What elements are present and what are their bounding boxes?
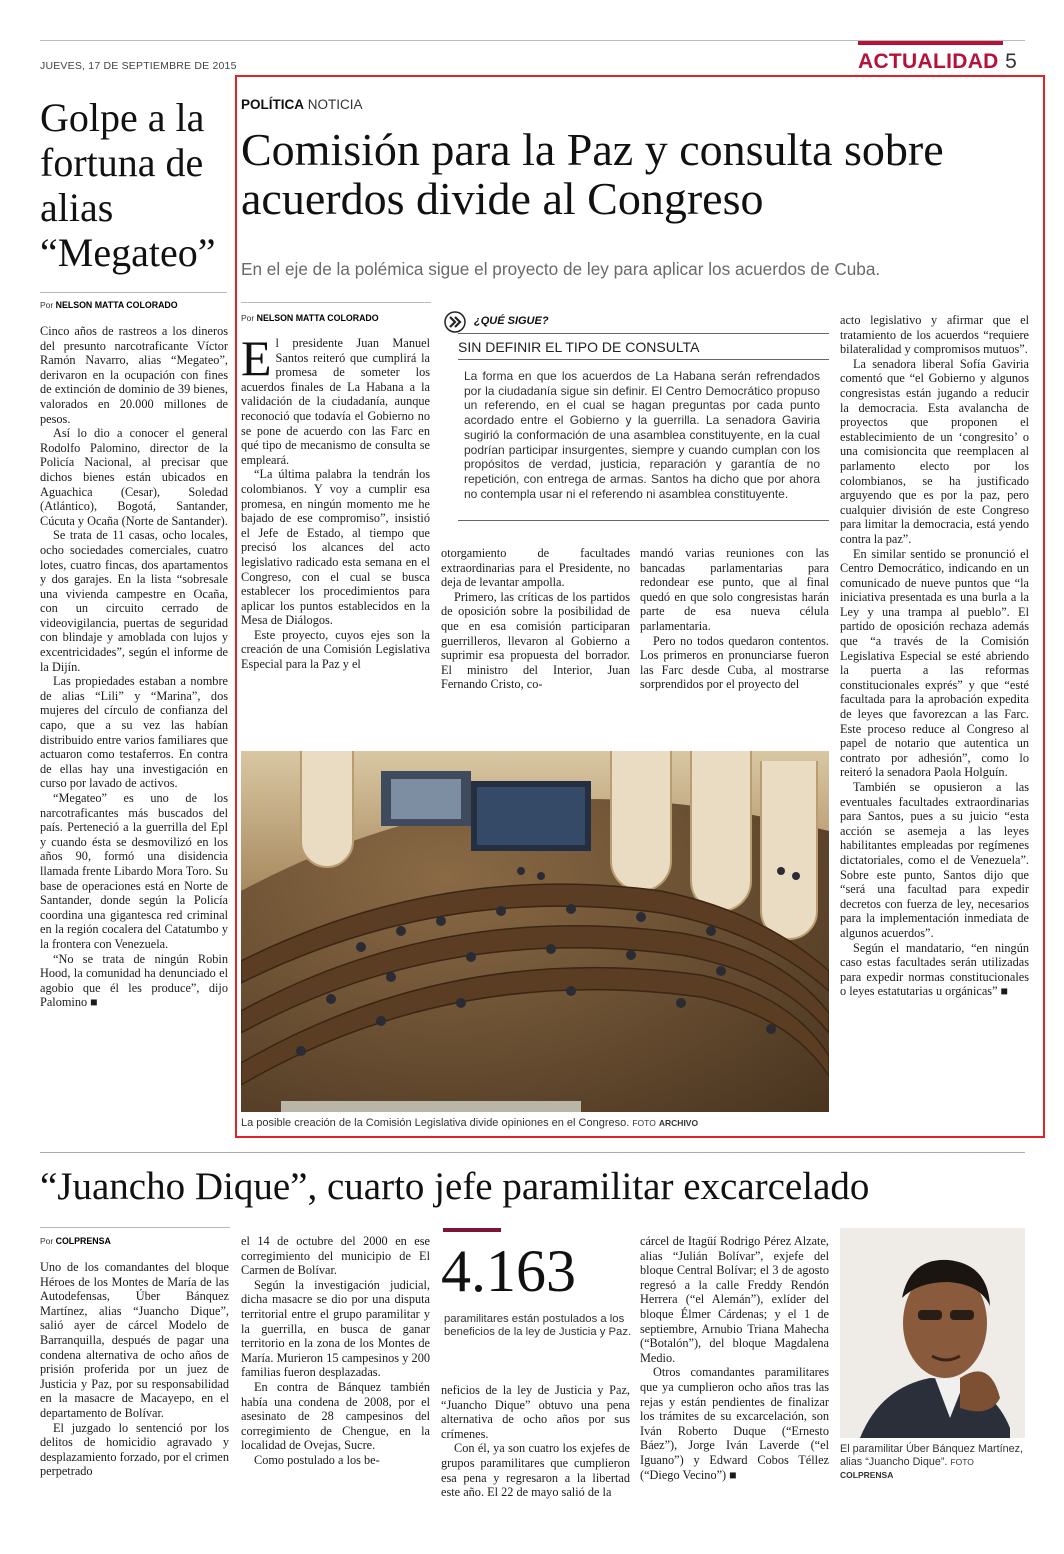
- paragraph: En contra de Bánquez también había una condena de 2008, por el asesinato de 28 campesinos del corregimiento de Chengue, en la localidad de Ovejas, Sucre.: [241, 1379, 430, 1453]
- paragraph: Según el mandatario, “en ningún caso estas facultades serán utilizadas para expedir normas constitucionales o leyes estatutarias u orgánicas” ■: [840, 940, 1029, 999]
- caption-text: El paramilitar Úber Bánquez Martínez, alias “Juancho Dique”.: [840, 1443, 1024, 1468]
- byline-prefix: Por: [40, 300, 54, 310]
- credit-name: COLPRENSA: [840, 1470, 894, 1480]
- paragraph: otorgamiento de facultades extraordinarias para el Presidente, no deja de levantar ampolla.: [441, 546, 630, 590]
- paragraph: También se opusieron a las eventuales facultades extraordinarias para Santos, pues a su juicio “esta acción se asemeja a las leyes habilitantes empleadas por regímenes dictatoriales, como el de Venezuela”. Sobre este punto, Santos dijo que “será una facultad para expedir decretos con fuerza de ley, necesarios para la implementación inmediata de algunos acuerdos”.: [840, 780, 1029, 940]
- caption-text: La posible creación de la Comisión Legislativa divide opiniones en el Congreso.: [241, 1117, 630, 1129]
- byline-author: NELSON MATTA COLORADO: [256, 313, 379, 323]
- portrait-caption: [840, 1443, 1025, 1482]
- paragraph: Las propiedades estaban a nombre de alias “Lili” y “Marina”, dos mujeres del círculo de confianza del capo, que a su vez las habían distribuido entre varios familiares que actuaron como testaferros. En contra de ellas hay una investigación en curso por lavado de activos.: [40, 674, 228, 791]
- bottom-story-column-2: [241, 1234, 430, 1468]
- what-next-box: [444, 311, 829, 523]
- bottom-story-column-4: [640, 1234, 829, 1482]
- section-accent-bar: [858, 41, 1003, 45]
- paragraph: Uno de los comandantes del bloque Héroes de los Montes de María de las Autodefensas, Úber Bánquez Martínez, alias “Juancho Dique”, salió ayer de cárcel Modelo de Barranquilla, después de pagar una condena alternativa de ocho años de prisión proferida por un juez de Justicia y Paz, por su responsabilidad en la masacre de Macayepo, en el departamento de Bolívar.: [40, 1260, 229, 1420]
- side-story-body: [40, 324, 228, 1010]
- paragraph: En similar sentido se pronunció el Centro Democrático, indicando en un comunicado de nueve puntos que “la iniciativa presentada es una burla a la Ley y una trampa al pueblo”. El partido de oposición rechaza además que “a través de la Comisión Legislativa Especial se esté abriendo la puerta a las reformas constitucionales exprés” y que “esté facultada para la aprobación expedita de leyes que favorezcan a las Farc. Este proceso reduce al Congreso al papel de notario que autentica un contrato por adhesión”, como lo reiteró la senadora Paola Holguín.: [840, 546, 1029, 780]
- what-next-label: ¿QUÉ SIGUE?: [474, 315, 549, 327]
- main-story-headline: Comisión para la Paz y consulta sobre acuerdos divide al Congreso: [241, 124, 944, 224]
- bottom-story-column-3: [441, 1383, 630, 1500]
- main-story-deck: En el eje de la polémica sigue el proyecto de ley para aplicar los acuerdos de Cuba.: [241, 259, 881, 279]
- page-number: 5: [1005, 50, 1017, 73]
- paragraph: Primero, las críticas de los partidos de oposición sobre la posibilidad de que en esa comisión participaran guerrilleros, llevaron al Gobierno a suprimir esa propuesta del borrador. El ministro del Interior, Juan Fernando Cristo, co-: [441, 589, 630, 692]
- paragraph: el 14 de octubre del 2000 en ese corregimiento del municipio de El Carmen de Bolívar.: [241, 1234, 430, 1278]
- section-name: ACTUALIDAD: [858, 50, 999, 73]
- stat-number: 4.163: [441, 1238, 576, 1304]
- section-header: [858, 50, 1017, 74]
- page-date: JUEVES, 17 DE SEPTIEMBRE DE 2015: [40, 60, 237, 72]
- paragraph: Se trata de 11 casas, ocho locales, ocho sociedades comerciales, cuatro lotes, cuatro fincas, dos apartamentos y dos garajes. En la lista “sobresale una vivienda campestre en Ocaña, con un circuito cerrado de videovigilancia, puertas de seguridad con blindaje y amoblada con lujos y excentricidades”, según el informe de la Dijín.: [40, 528, 228, 674]
- side-story-byline: [40, 300, 178, 310]
- stat-accent-bar: [443, 1228, 501, 1232]
- congress-photo: [241, 751, 829, 1112]
- stat-text: paramilitares están postulados a los beneficios de la ley de Justicia y Paz.: [444, 1313, 632, 1339]
- bottom-story-headline: “Juancho Dique”, cuarto jefe paramilitar excarcelado: [40, 1165, 870, 1208]
- double-chevron-icon: [444, 311, 466, 333]
- paragraph: mandó varias reuniones con las bancadas parlamentarias para redondear ese punto, que al final quedó en que solo congresistas harán parte de esa nueva célula parlamentaria.: [640, 546, 829, 633]
- main-story-column-2: [441, 546, 630, 692]
- main-story-column-4: [840, 313, 1029, 999]
- paragraph: Otros comandantes paramilitares que ya cumplieron ocho años tras las rejas y están pendientes de finalizar los trámites de su excarcelación, son Iván Roberto Duque (“Ernesto Báez”), Jorge Iván Laverde (“el Iguano”) y Edward Cobos Téllez (“Diego Vecino”) ■: [640, 1365, 829, 1482]
- side-story-headline: Golpe a la fortuna de alias “Megateo”: [40, 95, 216, 275]
- kicker-section: POLÍTICA: [241, 97, 304, 112]
- byline-prefix: Por: [241, 313, 255, 323]
- what-next-title: SIN DEFINIR EL TIPO DE CONSULTA: [458, 339, 700, 355]
- byline-prefix: Por: [40, 1236, 54, 1246]
- congress-photo-caption: [241, 1117, 698, 1129]
- portrait-photo: [840, 1228, 1025, 1438]
- paragraph: “La última palabra la tendrán los colombianos. Y voy a cumplir esa promesa, en ningún momento me he bajado de ese compromiso”, insistió el Jefe de Estado, al tiempo que precisó los alcances del acto legislativo radicado esta semana en el Congreso, con el cual se busca establecer los procedimientos para aplicar los puntos establecidos en la Mesa de Diálogos.: [241, 467, 430, 628]
- main-story-byline: [241, 313, 379, 323]
- bottom-story-byline: [40, 1236, 111, 1246]
- lead-paragraph: [241, 330, 430, 467]
- paragraph: cárcel de Itagüí Rodrigo Pérez Alzate, alias “Julián Bolívar”, exjefe del bloque Central Bolívar; el 3 de agosto regresó a la calle Freddy Rendón Herrera (“el Alemán”), exlíder del bloque Élmer Cárdenas; y el 1 de septiembre, Arnubio Triana Mahecha (“Botalón”), del bloque Magdalena Medio.: [640, 1234, 829, 1365]
- main-story-column-3: [640, 546, 829, 692]
- paragraph: Cinco años de rastreos a los dineros del presunto narcotraficante Víctor Ramón Navarro, alias “Megateo”, derivaron en la ocupación con fines de extinción de dominio de 39 bienes, valorados en 20.000 millones de pesos.: [40, 324, 228, 426]
- paragraph: El juzgado lo sentenció por los delitos de homicidio agravado y desplazamiento forzado, por el crimen perpetrado: [40, 1420, 229, 1479]
- credit-prefix: FOTO: [950, 1457, 974, 1467]
- paragraph: Como postulado a los be-: [254, 1452, 380, 1467]
- byline-author: COLPRENSA: [55, 1236, 111, 1246]
- paragraph: “No se trata de ningún Robin Hood, la comunidad ha denunciado el agobio que él les produce”, dijo Palomino ■: [40, 951, 228, 1010]
- credit-name: ARCHIVO: [658, 1118, 699, 1128]
- kicker-type: NOTICIA: [307, 97, 363, 112]
- what-next-text: La forma en que los acuerdos de La Habana serán refrendados por la ciudadanía sigue sin definir. El Centro Democrático propuso un referendo, en el cual se hagan preguntas por cada punto acordado entre el Gobierno y la guerrilla. La senadora Gaviria sugirió la conformación de una asamblea constituyente, en la cual podrían participar insurgentes, siempre y cuando cumplan con los propósitos de verdad, justicia, reparación y garantía de no repetición, con entrega de armas. Santos ha dicho que por ahora no contempla usar ni el referendo ni asamblea constituyente.: [464, 369, 820, 501]
- byline-author: NELSON MATTA COLORADO: [55, 300, 178, 310]
- drop-cap: E: [241, 330, 272, 386]
- paragraph: Pero no todos quedaron contentos. Los primeros en pronunciarse fueron las Farc desde Cuba, al mostrarse sorprendidos por el proyecto del: [640, 633, 829, 692]
- bottom-story-column-1: [40, 1260, 229, 1479]
- paragraph: acto legislativo y afirmar que el tratamiento de los acuerdos “requiere bilateralidad y compromisos mutuos”.: [840, 313, 1029, 357]
- main-story-kicker: [241, 97, 363, 112]
- paragraph: Así lo dio a conocer el general Rodolfo Palomino, director de la Policía Nacional, al precisar que dichos bienes están ubicados en Aguachica (Cesar), Soledad (Atlántico), Bogotá, Santander, Cúcuta y Ocaña (Norte de Santander).: [40, 426, 228, 528]
- paragraph: Con él, ya son cuatro los exjefes de grupos paramilitares que cumplieron esa pena y regresaron a la libertad este año. El 22 de mayo salió de la: [441, 1441, 630, 1500]
- lead-text: l presidente Juan Manuel Santos reiteró que cumplirá la promesa de someter los acuerdos finales de La Habana a la validación de la ciudadanía, aunque reconoció que todavía el Gobierno no se pone de acuerdo con las Farc en qué tipo de mecanismo de consulta se empleará.: [241, 336, 430, 467]
- credit-prefix: FOTO: [632, 1118, 656, 1128]
- paragraph: Este proyecto, cuyos ejes son la creación de una Comisión Legislativa Especial para la Paz y el: [241, 627, 430, 672]
- paragraph: “Megateo” es uno de los narcotraficantes más buscados del país. Perteneció a la guerrilla del Epl y cuando ésta se desmovilizó en los años 90, formó una disidencia llamada frente Libardo Mora Toro. Su base de operaciones está en Norte de Santander, donde según la Policía coordina una gigantesca red criminal en la región cocalera del Catatumbo y la frontera con Venezuela.: [40, 791, 228, 951]
- paragraph: La senadora liberal Sofía Gaviria comentó que “el Gobierno y algunos congresistas están jugando a reducir la democracia. Esta avalancha de proyectos que proponen el establecimiento de un ‘congresito’ o una comisioncita que reemplacen al parlamento electo por los colombianos, se ha justificado arguyendo que es por la paz, pero cualquier división de este Congreso para limitar la democracia, está yendo contra la paz”.: [840, 356, 1029, 546]
- paragraph: neficios de la ley de Justicia y Paz, “Juancho Dique” obtuvo una pena alternativa de ocho años por sus crímenes.: [441, 1383, 630, 1441]
- paragraph: Según la investigación judicial, dicha masacre se dio por una disputa territorial entre el grupo paramilitar y la guerrilla, en busca de ganar territorio en la zona de los Montes de María. Murieron 15 campesinos y 200 familias fueron desplazadas.: [241, 1277, 430, 1380]
- main-story-column-1: [241, 330, 430, 672]
